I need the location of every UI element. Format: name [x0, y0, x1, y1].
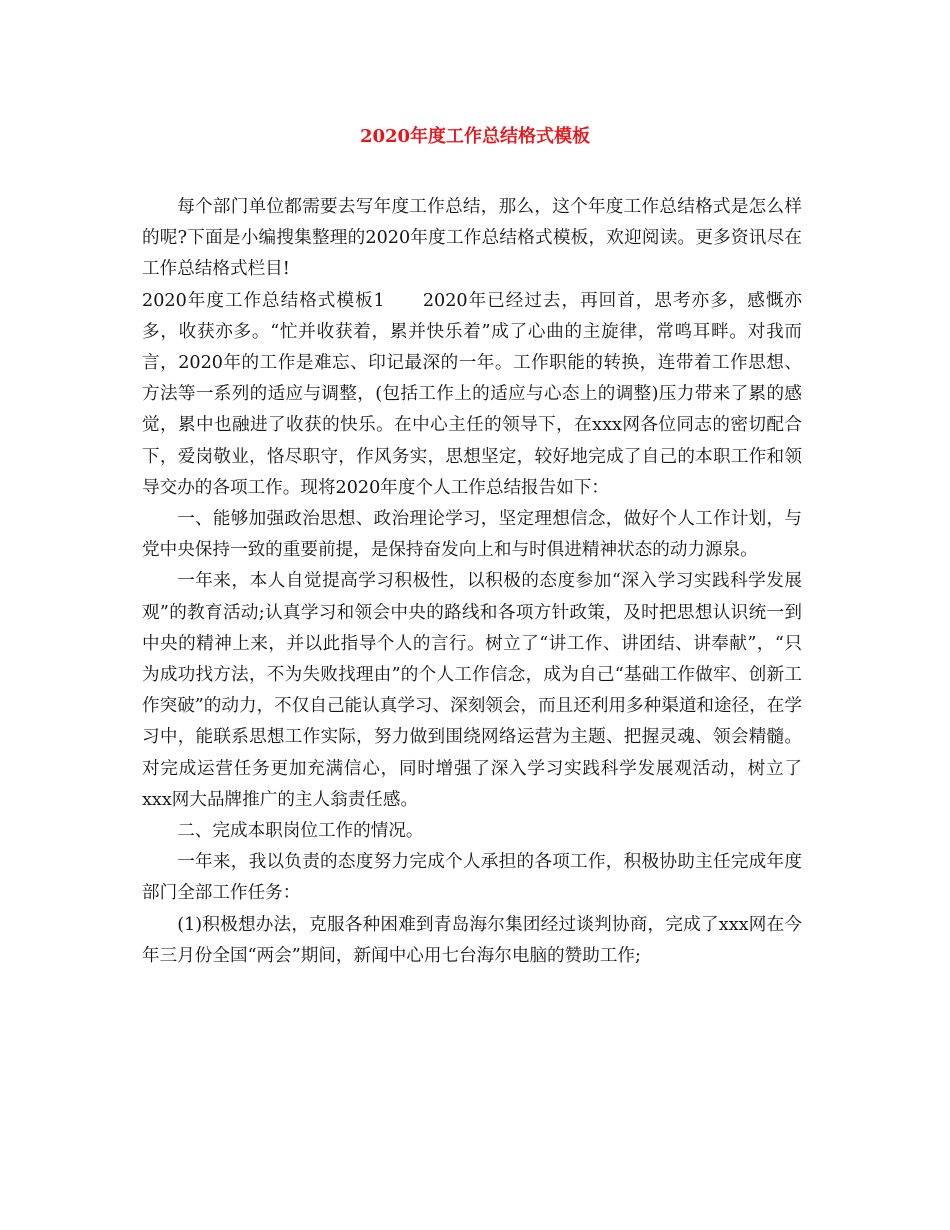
- paragraph-task-1: (1)积极想办法，克服各种困难到青岛海尔集团经过谈判协商，完成了xxx网在今年三月份全国“两会”期间，新闻中心用七台海尔电脑的赞助工作;: [142, 914, 802, 966]
- paragraph-tasks: 一年来，我以负责的态度努力完成个人承担的各项工作，积极协助主任完成年度部门全部工作任务：: [142, 852, 802, 904]
- paragraph-section-2-heading: 二、完成本职岗位工作的情况。: [177, 821, 424, 842]
- paragraph-study: 一年来，本人自觉提高学习积极性，以积极的态度参加“深入学习实践科学发展观”的教育活动;认真学习和领会中央的路线和各项方针政策，及时把思想认识统一到中央的精神上来，并以此指导个人的言行。树立了“讲工作、讲团结、讲奉献”，“只为成功找方法，不为失败找理由”的个人工作信念，成为自己“基础工作做牢、创新工作突破”的动力，不仅自己能认真学习、深刻领会，而且还利用多种渠道和途径，在学习中，能联系思想工作实际，努力做到围绕网络运营为主题、把握灵魂、领会精髓。对完成运营任务更加充满信心，同时增强了深入学习实践科学发展观活动，树立了xxx网大品牌推广的主人翁责任感。: [142, 571, 802, 810]
- document-title: 2020年度工作总结格式模板: [359, 126, 591, 147]
- document-body: [142, 192, 802, 972]
- paragraph-intro: 每个部门单位都需要去写年度工作总结，那么，这个年度工作总结格式是怎么样的呢?下面是小编搜集整理的2020年度工作总结格式模板，欢迎阅读。更多资讯尽在工作总结格式栏目!: [142, 197, 802, 280]
- paragraph-template-1: 2020年度工作总结格式模板1 2020年已经过去，再回首，思考亦多，感慨亦多，收获亦多。“忙并收获着，累并快乐着”成了心曲的主旋律，常鸣耳畔。对我而言，2020年的工作是难忘、印记最深的一年。工作职能的转换，连带着工作思想、方法等一系列的适应与调整，(包括工作上的适应与心态上的调整)压力带来了累的感觉，累中也融进了收获的快乐。在中心主任的领导下，在xxx网各位同志的密切配合下，爱岗敬业，恪尽职守，作风务实，思想坚定，较好地完成了自己的本职工作和领导交办的各项工作。现将2020年度个人工作总结报告如下：: [142, 290, 802, 498]
- paragraph-section-1-heading: 一、能够加强政治思想、政治理论学习，坚定理想信念，做好个人工作计划，与党中央保持一致的重要前提，是保持奋发向上和与时俱进精神状态的动力源泉。: [142, 509, 802, 561]
